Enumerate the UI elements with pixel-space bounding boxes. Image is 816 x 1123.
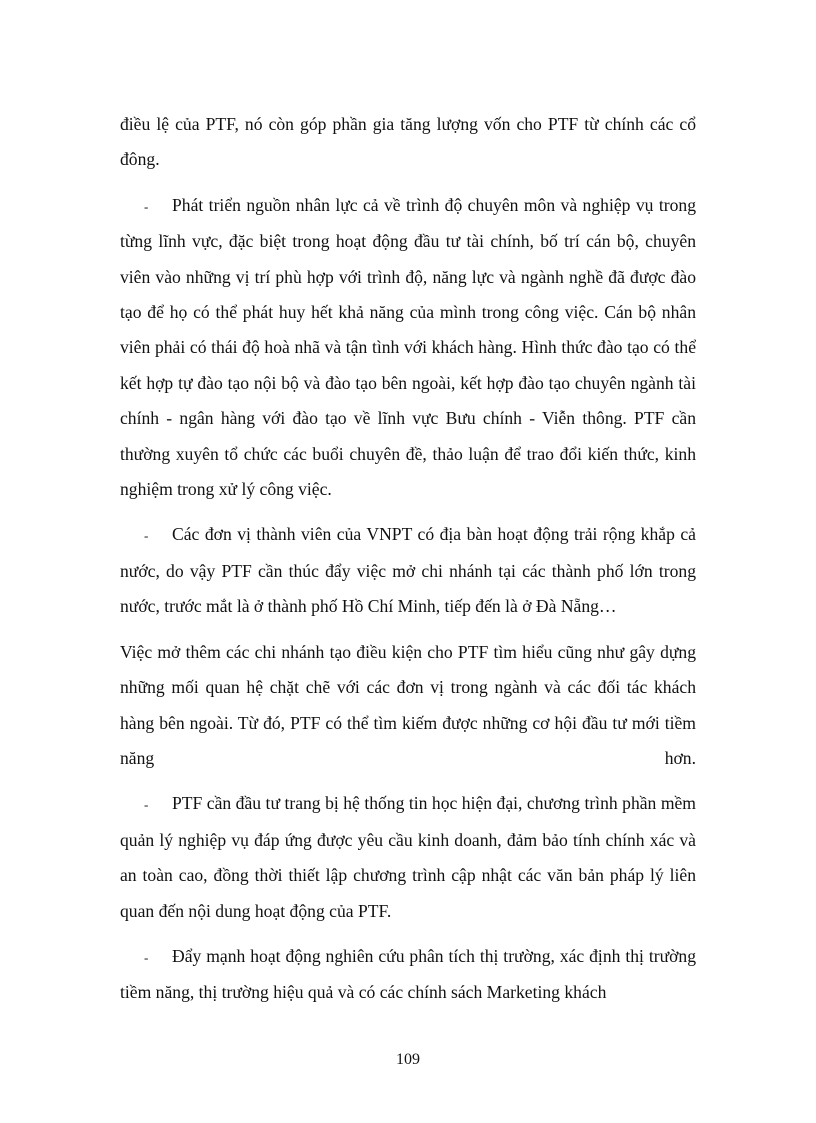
document-body [120, 107, 696, 1011]
bullet-dash: - [144, 949, 149, 965]
bullet-paragraph-it-systems [120, 786, 696, 929]
paragraph-branch-benefits [120, 635, 696, 777]
bullet-paragraph-branches [120, 517, 696, 624]
bullet-paragraph-human-resources [120, 188, 696, 508]
paragraph-text: điều lệ của PTF, nó còn góp phần gia tăng lượng vốn cho PTF từ chính các cổ đông. [120, 114, 696, 170]
paragraph-text: Phát triển nguồn nhân lực cả về trình độ chuyên môn và nghiệp vụ trong từng lĩnh vực, đặc biệt trong hoạt động đầu tư tài chính, bố trí cán bộ, chuyên viên vào những vị trí phù hợp với trình độ, năng lực và ngành nghề đã được đào tạo để họ có thể phát huy hết khả năng của mình trong công việc. Cán bộ nhân viên phải có thái độ hoà nhã và tận tình với khách hàng. Hình thức đào tạo có thể kết hợp tự đào tạo nội bộ và đào tạo bên ngoài, kết hợp đào tạo chuyên ngành tài chính - ngân hàng với đào tạo về lĩnh vực Bưu chính - Viễn thông. PTF cần thường xuyên tổ chức các buổi chuyên đề, thảo luận để trao đổi kiến thức, kinh nghiệm trong xử lý công việc. [120, 194, 696, 500]
paragraph-text: Việc mở thêm các chi nhánh tạo điều kiện cho PTF tìm hiểu cũng như gây dựng những mối quan hệ chặt chẽ với các đơn vị trong ngành và các đối tác khách hàng bên ngoài. Từ đó, PTF có thể tìm kiếm được những cơ hội đầu tư mới tiềm năng hơn. [120, 641, 696, 768]
bullet-dash: - [144, 797, 149, 813]
page-number: 109 [396, 1051, 420, 1068]
bullet-paragraph-market-research [120, 939, 696, 1011]
bullet-dash: - [144, 198, 149, 214]
bullet-dash: - [144, 528, 149, 544]
paragraph-text: Các đơn vị thành viên của VNPT có địa bàn hoạt động trải rộng khắp cả nước, do vậy PTF cần thúc đẩy việc mở chi nhánh tại các thành phố lớn trong nước, trước mắt là ở thành phố Hồ Chí Minh, tiếp đến là ở Đà Nẵng… [120, 524, 696, 617]
paragraph-text: Đẩy mạnh hoạt động nghiên cứu phân tích thị trường, xác định thị trường tiềm năng, thị trường hiệu quả và có các chính sách Marketing khách [120, 945, 696, 1003]
paragraph-continuation [120, 107, 696, 178]
paragraph-text: PTF cần đầu tư trang bị hệ thống tin học hiện đại, chương trình phần mềm quản lý nghiệp vụ đáp ứng được yêu cầu kinh doanh, đảm bảo tính chính xác và an toàn cao, đồng thời thiết lập chương trình cập nhật các văn bản pháp lý liên quan đến nội dung hoạt động của PTF. [120, 793, 696, 921]
